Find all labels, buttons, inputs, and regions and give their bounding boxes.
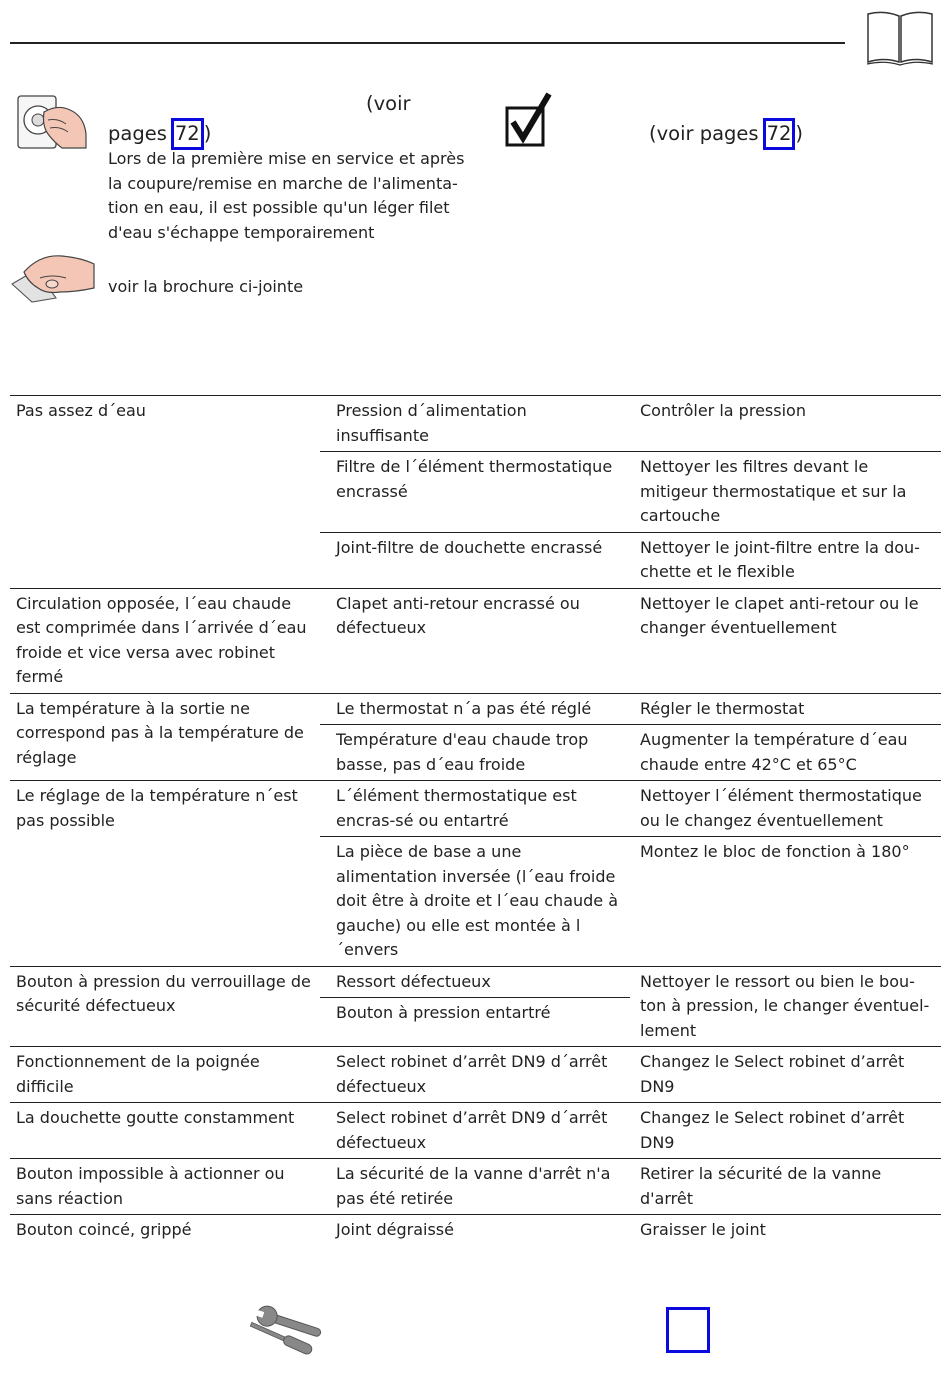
cause-cell: Select robinet d’arrêt DN9 d´arrêt défectueux <box>336 1052 608 1096</box>
table-row-group <box>10 693 941 781</box>
problem-cell: Bouton à pression du verrouillage de sécurité défectueux <box>16 971 311 1015</box>
notice-line: d'eau s'échappe temporairement <box>108 222 375 242</box>
page-link-left[interactable]: 72 <box>171 118 204 150</box>
table-row-group <box>10 966 941 1047</box>
first-use-notice <box>108 147 478 245</box>
cause-remedy-pair <box>320 396 941 451</box>
remedy-cell: Contrôler la pression <box>640 401 806 420</box>
remedy-cell: Nettoyer le clapet anti-retour ou le changer éventuellement <box>640 593 919 637</box>
cause-remedy-pair <box>320 1047 941 1102</box>
problem-cell: Circulation opposée, l´eau chaude est comprimée dans l´arrivée d´eau froide et vice versa avec robinet fermé <box>16 593 307 686</box>
problem-cell: La douchette goutte constamment <box>16 1108 295 1127</box>
cause-cell: Bouton à pression entartré <box>320 997 630 1029</box>
page-link-right[interactable]: 72 <box>763 118 796 150</box>
notice-line: la coupure/remise en marche de l'alimenta- <box>108 173 458 193</box>
remedy-cell: Montez le bloc de fonction à 180° <box>640 842 910 861</box>
cause-cell: Filtre de l´élément thermostatique encrassé <box>336 457 613 501</box>
remedy-cell: Augmenter la température d´eau chaude entre 42°C et 65°C <box>640 730 908 774</box>
table-row-group <box>10 1158 941 1215</box>
pages-label: pages <box>108 122 167 145</box>
remedy-cell: Changez le Select robinet d’arrêt DN9 <box>640 1052 905 1096</box>
cause-cell: L´élément thermostatique est encras-sé ou entartré <box>336 786 577 830</box>
problem-cell: Bouton coincé, grippé <box>16 1220 192 1239</box>
cause-cell: Pression d´alimentation insuffisante <box>336 401 527 445</box>
notice-line: Lors de la première mise en service et après <box>108 149 465 168</box>
voir-text: (voir <box>366 92 411 115</box>
cause-cell: Joint-filtre de douchette encrassé <box>336 537 603 557</box>
cause-remedy-pair <box>320 532 941 588</box>
table-row-group <box>10 1215 941 1246</box>
voir-pages-label: (voir pages <box>649 122 759 145</box>
table-row-group <box>10 1102 941 1158</box>
cause-remedy-pair <box>320 589 941 644</box>
remedy-cell: Nettoyer le ressort ou bien le bou-ton à pression, le changer éventuel-lement <box>640 971 930 1040</box>
cause-cell: Température d'eau chaude trop basse, pas d´eau froide <box>336 730 589 774</box>
cause-remedy-pair <box>320 1215 941 1246</box>
remedy-cell: Nettoyer le joint-filtre entre la dou-chette et le flexible <box>640 537 920 581</box>
pages-reference-left <box>108 118 211 150</box>
brochure-note: voir la brochure ci-jointe <box>108 277 304 296</box>
page-link-box[interactable] <box>666 1307 710 1353</box>
open-book-icon <box>866 10 934 66</box>
paren-close: ) <box>795 122 804 145</box>
notice-line: tion en eau, il est possible qu'un léger filet <box>108 198 450 217</box>
problem-cell: La température à la sortie ne correspond pas à la température de réglage <box>16 698 304 767</box>
wrench-screwdriver-icon <box>242 1300 326 1358</box>
cause-cell: Ressort défectueux <box>336 971 491 991</box>
cause-remedy-pair <box>320 724 941 780</box>
remedy-cell: Retirer la sécurité de la vanne d'arrêt <box>640 1164 882 1208</box>
cause-remedy-pair <box>320 1159 941 1214</box>
cause-cell: Clapet anti-retour encrassé ou défectueux <box>336 593 580 637</box>
cause-cell: La sécurité de la vanne d'arrêt n'a pas été retirée <box>336 1164 611 1208</box>
table-row-group <box>10 588 941 693</box>
cause-cell: Le thermostat n´a pas été réglé <box>336 698 592 718</box>
remedy-cell: Nettoyer les filtres devant le mitigeur thermostatique et sur la cartouche <box>640 457 907 525</box>
cause-remedy-pair <box>320 781 941 836</box>
problem-cell: Pas assez d´eau <box>16 401 146 420</box>
cause-remedy-pair <box>320 451 941 532</box>
pages-reference-right <box>649 118 803 150</box>
header-rule <box>10 42 845 44</box>
problem-cell: Bouton impossible à actionner ou sans réaction <box>16 1164 285 1208</box>
hand-turning-knob-icon <box>14 90 90 152</box>
problem-cell: Le réglage de la température n´est pas possible <box>16 786 298 830</box>
cause-remedy-pair <box>320 694 941 725</box>
remedy-cell: Nettoyer l´élément thermostatique ou le changez éventuellement <box>640 786 922 830</box>
cause-cell: Joint dégraissé <box>336 1220 454 1239</box>
cause-remedy-pair <box>320 1103 941 1158</box>
checkmark-box-icon <box>505 92 553 148</box>
table-row-group <box>10 395 941 588</box>
remedy-cell: Changez le Select robinet d’arrêt DN9 <box>640 1108 905 1152</box>
troubleshooting-table <box>10 395 941 1246</box>
hand-cleaning-cloth-icon <box>10 248 96 304</box>
remedy-cell: Régler le thermostat <box>640 698 805 718</box>
remedy-cell: Graisser le joint <box>640 1220 766 1239</box>
cause-cell: Select robinet d’arrêt DN9 d´arrêt défectueux <box>336 1108 608 1152</box>
cause-remedy-pair <box>320 836 941 966</box>
problem-cell: Fonctionnement de la poignée difficile <box>16 1052 260 1096</box>
paren-close: ) <box>203 122 212 145</box>
cause-cell: La pièce de base a une alimentation inversée (l´eau froide doit être à droite et l´eau chaude à gauche) ou elle est montée à l´envers <box>336 842 619 959</box>
table-row-group <box>10 780 941 966</box>
table-row-group <box>10 1046 941 1102</box>
